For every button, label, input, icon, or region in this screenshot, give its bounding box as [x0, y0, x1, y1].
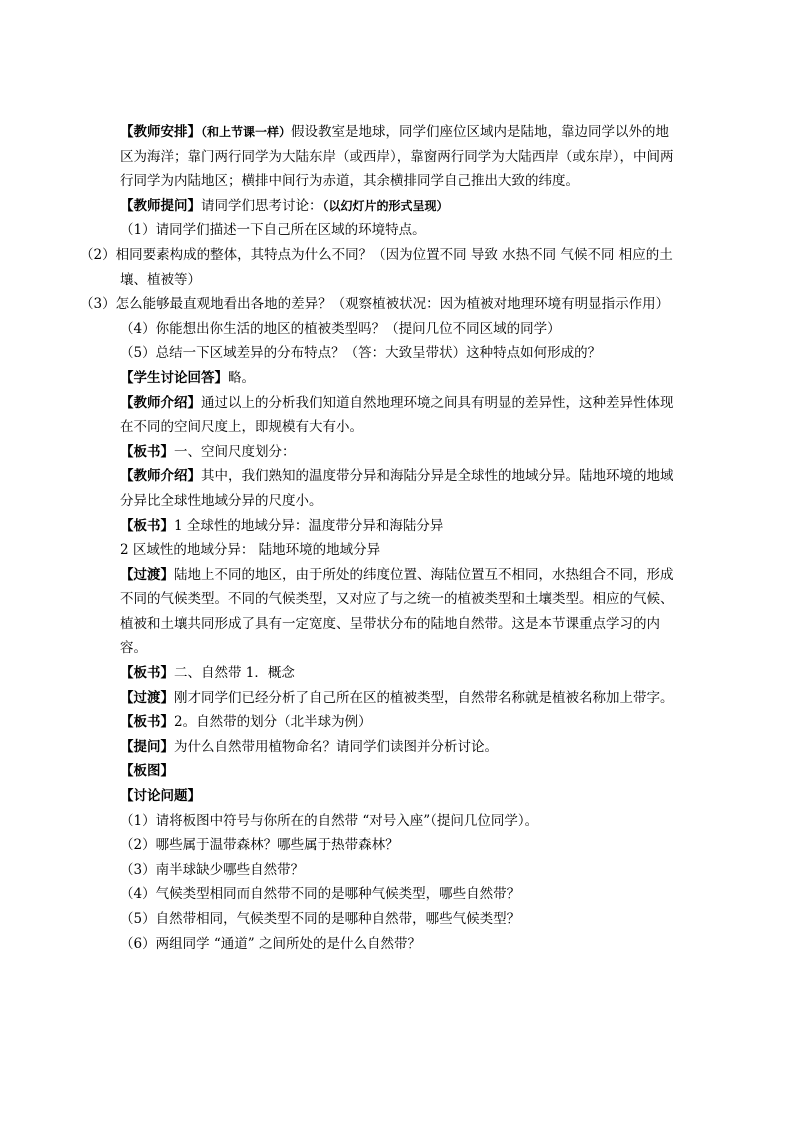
paragraph-board-2-item-2 [120, 538, 680, 563]
section-tag: 【教师介绍】 [120, 394, 201, 411]
question-item-5 [120, 341, 680, 366]
question-text: （4）你能想出你生活的地区的植被类型吗？（提问几位不同区域的同学） [120, 320, 561, 337]
discussion-item-2 [120, 833, 680, 858]
paragraph-teacher-question [120, 194, 680, 219]
question-item-1 [120, 218, 680, 243]
paragraph-student-discussion [120, 366, 680, 391]
question-text: （2）哪些属于温带森林？哪些属于热带森林？ [120, 837, 399, 854]
section-tag: 【过渡】 [120, 566, 174, 583]
discussion-item-6 [120, 932, 680, 957]
paragraph-text: 为什么自然带用植物命名？请同学们读图并分析讨论。 [174, 738, 498, 755]
question-text: （4）气候类型相同而自然带不同的是哪种气候类型，哪些自然带？ [120, 886, 521, 903]
inline-note: （和上节课一样） [201, 125, 292, 139]
discussion-item-5 [120, 907, 680, 932]
paragraph-text: 一、空间尺度划分： [174, 443, 296, 460]
question-text: （3）南半球缺少哪些自然带？ [120, 861, 305, 878]
question-item-4 [120, 317, 680, 342]
inline-note: （以幻灯片的形式呈现） [322, 198, 449, 213]
question-text: （2）相同要素构成的整体，其特点为什么不同？（因为位置不同 导致 水热不同 气候不同 相应的土壤、植被等） [80, 246, 673, 288]
section-tag: 【板书】 [120, 443, 174, 460]
section-tag: 【教师提问】 [120, 197, 201, 214]
paragraph-text: 略。 [228, 369, 255, 386]
section-tag: 【教师安排】 [120, 124, 201, 140]
paragraph-text: 2 区域性的地域分异： 陆地环境的地域分异 [120, 542, 381, 559]
paragraph-teacher-intro-2 [120, 464, 680, 513]
discussion-item-4 [120, 882, 680, 907]
question-item-3 [80, 292, 680, 317]
paragraph-board-3 [120, 661, 680, 686]
discussion-item-1 [120, 809, 680, 834]
discussion-item-3 [120, 858, 680, 883]
section-tag: 【板书】 [120, 714, 174, 731]
paragraph-teacher-arrangement [120, 120, 680, 194]
section-tag: 【学生讨论回答】 [120, 369, 228, 386]
question-text: （3）怎么能够最直观地看出各地的差异？（观察植被状况：因为植被对地理环境有明显指示作用） [80, 296, 670, 313]
paragraph-board-4 [120, 710, 680, 735]
paragraph-text: 通过以上的分析我们知道自然地理环境之间具有明显的差异性，这种差异性体现在不同的空间尺度上，即规模有大有小。 [120, 394, 674, 436]
paragraph-board-2 [120, 514, 680, 539]
paragraph-board-diagram [120, 759, 680, 784]
paragraph-transition-2 [120, 686, 680, 711]
section-tag: 【教师介绍】 [120, 468, 201, 485]
paragraph-text: 刚才同学们已经分析了自己所在区的植被类型，自然带名称就是植被名称加上带字。 [174, 689, 674, 706]
question-text: （5）总结一下区域差异的分布特点？（答：大致呈带状）这种特点如何形成的？ [120, 345, 602, 362]
paragraph-discussion-questions [120, 784, 680, 809]
document-body [80, 120, 680, 956]
question-text: （6）两组同学 “通道” 之间所处的是什么自然带？ [120, 935, 421, 952]
section-tag: 【板图】 [120, 763, 174, 780]
section-tag: 【板书】 [120, 665, 174, 682]
paragraph-question [120, 735, 680, 760]
paragraph-text: 请同学们思考讨论： [201, 197, 323, 214]
section-tag: 【讨论问题】 [120, 788, 201, 805]
paragraph-text: 二、自然带 1．概念 [174, 665, 295, 682]
question-text: （1）请将板图中符号与你所在的自然带 “对号入座”（提问几位同学）。 [120, 812, 539, 829]
paragraph-text: 陆地上不同的地区，由于所处的纬度位置、海陆位置互不相同，水热组合不同，形成不同的气候类型。不同的气候类型，又对应了与之统一的植被类型和土壤类型。相应的气候、植被和土壤共同形成了具有一定宽度、呈带状分布的陆地自然带。这是本节课重点学习的内容。 [120, 566, 674, 657]
paragraph-board-1 [120, 440, 680, 465]
paragraph-text: 1 全球性的地域分异：温度带分异和海陆分异 [174, 517, 444, 534]
section-tag: 【板书】 [120, 517, 174, 534]
section-tag: 【提问】 [120, 738, 174, 755]
question-text: （1）请同学们描述一下自己所在区域的环境特点。 [120, 222, 426, 239]
question-text: （5）自然带相同，气候类型不同的是哪种自然带，哪些气候类型？ [120, 911, 521, 927]
paragraph-transition-1 [120, 563, 680, 661]
section-tag: 【过渡】 [120, 689, 174, 706]
paragraph-teacher-intro-1 [120, 391, 680, 440]
paragraph-text: 其中，我们熟知的温度带分异和海陆分异是全球性的地域分异。陆地环境的地域分异比全球性地域分异的尺度小。 [120, 468, 674, 509]
paragraph-text: 2。自然带的划分（北半球为例） [174, 714, 372, 731]
paragraph-text: 假设教室是地球，同学们座位区域内是陆地，靠边同学以外的地区为海洋；靠门两行同学为大陆东岸（或西岸），靠窗两行同学为大陆西岸（或东岸），中间两行同学为内陆地区；横排中间行为赤道，其余横排同学自己推出大致的纬度。 [120, 124, 674, 190]
question-item-2 [80, 243, 680, 292]
